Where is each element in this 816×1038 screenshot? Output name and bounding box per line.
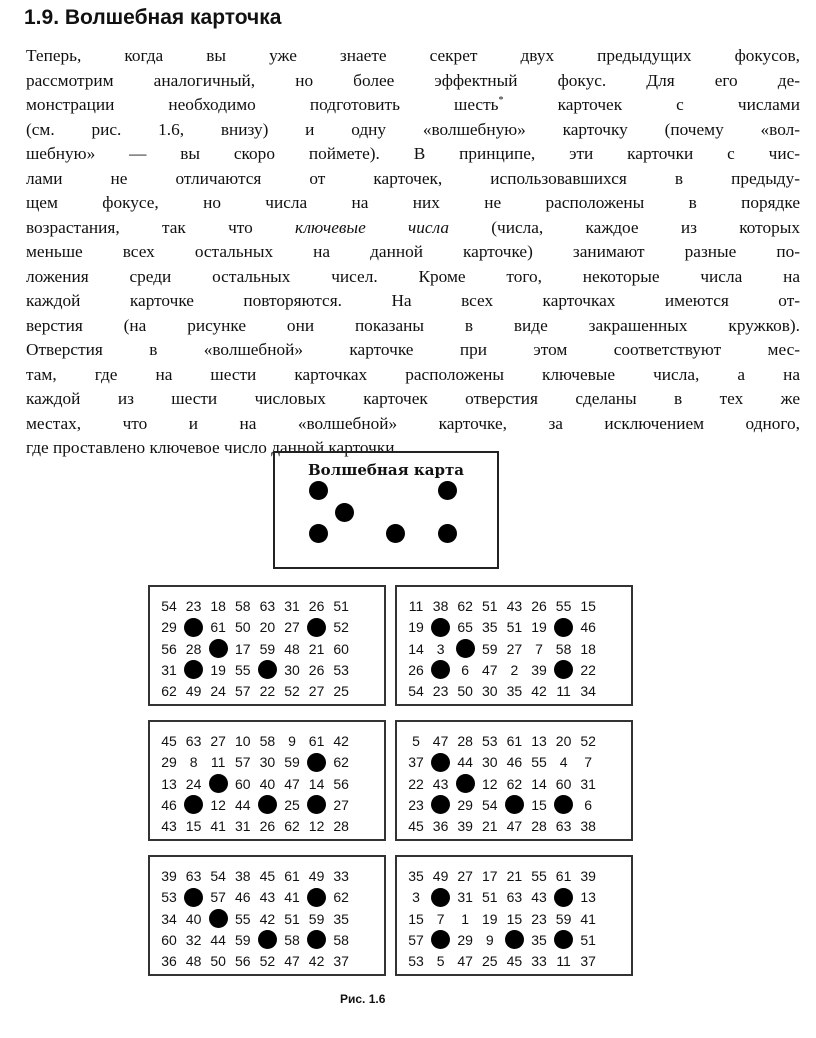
text-line [26, 412, 800, 437]
text-line [26, 118, 800, 143]
card-number: 26 [531, 598, 547, 614]
card-number: 57 [235, 683, 251, 700]
hole-icon [209, 774, 228, 793]
card-number: 3 [436, 640, 445, 657]
card-number: 62 [284, 818, 300, 835]
card-number: 63 [185, 868, 202, 884]
card-number: 15 [408, 910, 424, 927]
text-line [26, 240, 800, 265]
card-number: 41 [580, 910, 596, 927]
card-number: 46 [235, 889, 251, 906]
card-number: 13 [161, 775, 177, 792]
text-line [26, 363, 800, 388]
card-number: 2 [510, 661, 519, 678]
card-number: 35 [333, 910, 349, 927]
card-number: 41 [210, 818, 226, 835]
card-number: 27 [506, 640, 523, 657]
card-number: 39 [457, 818, 473, 835]
text-segment: (см. рис. 1.6, внизу) и одну «волшебную» карточку (почему «вол- [26, 119, 800, 139]
card-number: 60 [161, 931, 177, 948]
card-number: 39 [531, 661, 547, 678]
card-number: 23 [408, 796, 424, 813]
card-number: 30 [482, 754, 498, 771]
card-number: 29 [161, 754, 177, 771]
text-segment: карточек с числами [503, 95, 800, 114]
card-number: 38 [235, 868, 251, 884]
hole-icon [554, 660, 573, 679]
body-paragraph [26, 44, 800, 461]
card-number: 55 [531, 868, 547, 884]
card-number: 47 [284, 953, 300, 970]
card-number: 8 [189, 754, 198, 771]
card-number: 11 [556, 683, 571, 700]
card-number: 59 [235, 931, 251, 948]
card-number: 17 [482, 868, 498, 884]
hole-icon [307, 888, 326, 907]
card-number: 11 [210, 754, 226, 771]
card-number: 44 [210, 931, 226, 948]
card-number: 37 [408, 754, 424, 771]
card-number: 19 [531, 619, 547, 636]
card-number: 5 [412, 733, 420, 749]
card-number: 29 [161, 619, 177, 636]
card-number: 62 [457, 598, 473, 614]
card-number: 47 [284, 775, 300, 792]
hole-icon [258, 795, 277, 814]
card-number: 9 [485, 931, 494, 948]
card-number: 14 [531, 775, 547, 792]
card-number: 7 [535, 640, 543, 657]
card-number: 42 [259, 910, 276, 927]
card-number: 31 [284, 598, 300, 614]
card-number: 35 [531, 931, 547, 948]
card-number: 58 [235, 598, 251, 614]
hole-icon [554, 795, 573, 814]
card-number: 11 [556, 953, 571, 970]
card-number: 46 [580, 619, 596, 636]
card-number: 62 [161, 683, 177, 700]
card-number: 13 [531, 733, 547, 749]
card-number: 59 [259, 640, 276, 657]
card-number: 53 [408, 953, 424, 970]
card-number: 40 [259, 775, 276, 792]
text-segment: рассмотрим аналогичный, но более эффектный фокус. Для его де- [26, 70, 800, 90]
card-number: 55 [235, 661, 251, 678]
hole-icon [184, 618, 203, 637]
card-number: 35 [506, 683, 523, 700]
card-number: 33 [333, 868, 349, 884]
card-number: 62 [333, 754, 349, 771]
magic-card [273, 451, 499, 569]
card-number: 19 [408, 619, 424, 636]
card-number: 18 [210, 598, 226, 614]
hole-icon [456, 639, 475, 658]
card-number: 51 [333, 598, 349, 614]
card-number: 15 [580, 598, 596, 614]
card-number: 45 [259, 868, 276, 884]
card-number: 45 [506, 953, 523, 970]
card-number: 54 [482, 796, 498, 813]
card-number: 47 [457, 953, 473, 970]
card-number: 42 [308, 953, 325, 970]
card-number: 57 [210, 889, 226, 906]
card-number: 41 [284, 889, 300, 906]
card-number: 11 [408, 598, 424, 614]
card-number: 27 [210, 733, 226, 749]
card-number: 31 [457, 889, 473, 906]
card-number: 38 [432, 598, 449, 614]
card-number: 60 [235, 775, 251, 792]
card-number: 3 [412, 889, 420, 906]
card-number: 58 [284, 931, 300, 948]
hole-icon [184, 660, 203, 679]
card-number: 47 [482, 661, 498, 678]
card-number: 53 [333, 661, 349, 678]
card-number: 35 [482, 619, 498, 636]
card-number: 61 [284, 868, 300, 884]
card-number: 30 [482, 683, 498, 700]
hole-icon [307, 618, 326, 637]
card-number: 50 [235, 619, 251, 636]
card-number: 15 [185, 818, 202, 835]
hole-icon [307, 753, 326, 772]
hole-icon [431, 795, 450, 814]
card-number: 43 [259, 889, 276, 906]
card-number: 46 [506, 754, 523, 771]
card-number: 54 [408, 683, 424, 700]
card-number: 60 [333, 640, 349, 657]
text-line [26, 93, 800, 118]
card-number: 54 [210, 868, 226, 884]
hole-icon [184, 888, 203, 907]
text-segment: шебную» — вы скоро поймете). В принципе, эти карточки с чис- [26, 144, 800, 163]
card-number: 7 [436, 910, 445, 927]
hole-icon [431, 618, 450, 637]
card-number: 31 [161, 661, 177, 678]
card-number: 32 [185, 931, 202, 948]
card-number: 27 [308, 683, 325, 700]
number-card [395, 855, 633, 976]
text-segment: (числа, каждое из которых [448, 217, 800, 237]
text-segment: монстрации необходимо подготовить шесть [26, 95, 499, 114]
number-card [148, 855, 386, 976]
card-number: 21 [506, 868, 523, 884]
card-number: 65 [457, 619, 473, 636]
card-number: 12 [308, 818, 325, 835]
card-number: 49 [308, 868, 325, 884]
card-number: 27 [333, 796, 349, 813]
card-number: 28 [457, 733, 473, 749]
card-number: 45 [408, 818, 424, 835]
card-number: 15 [506, 910, 523, 927]
card-number: 56 [333, 775, 349, 792]
card-number: 50 [210, 953, 226, 970]
card-number: 47 [432, 733, 449, 749]
text-segment: местах, что и на «волшебной» карточке, за исключением одного, [26, 413, 800, 433]
text-segment: возрастания, так что [26, 217, 296, 237]
card-number: 38 [580, 818, 596, 835]
card-number: 47 [506, 818, 523, 835]
text-segment: меньше всех остальных на данной карточке) занимают разные по- [26, 242, 800, 261]
card-number: 59 [308, 910, 325, 927]
card-number: 61 [506, 733, 523, 749]
card-number: 54 [161, 598, 177, 614]
text-segment: верстия (на рисунке они показаны в виде закрашенных кружков). [26, 315, 800, 335]
hole-icon [431, 930, 450, 949]
card-number: 18 [580, 640, 596, 657]
card-number: 55 [531, 754, 547, 771]
card-number: 30 [259, 754, 276, 771]
card-number: 43 [161, 818, 177, 835]
card-number: 43 [506, 598, 523, 614]
hole-icon [554, 618, 573, 637]
card-number: 7 [584, 754, 593, 771]
card-number: 60 [555, 775, 572, 792]
hole-icon [554, 930, 573, 949]
card-number: 19 [210, 661, 226, 678]
card-number: 1 [461, 910, 470, 927]
text-line [26, 387, 800, 412]
card-number: 26 [408, 661, 424, 678]
hole-icon [335, 503, 354, 522]
card-number: 36 [432, 818, 449, 835]
card-number: 30 [284, 661, 300, 678]
card-number: 39 [161, 868, 177, 884]
card-number: 10 [235, 733, 251, 749]
card-number: 53 [482, 733, 498, 749]
hole-icon [431, 888, 450, 907]
text-segment: где проставлено ключевое число данной карточки. [26, 438, 399, 457]
card-number: 26 [259, 818, 276, 835]
card-number: 40 [185, 910, 202, 927]
card-number: 37 [333, 953, 349, 970]
hole-icon [505, 795, 524, 814]
card-number: 57 [235, 754, 251, 771]
card-number: 34 [161, 910, 177, 927]
card-number: 58 [259, 733, 276, 749]
card-number: 49 [185, 683, 202, 700]
card-number: 6 [584, 796, 593, 813]
text-segment: лами не отличаются от карточек, использовавшихся в предыду- [26, 168, 800, 188]
card-number: 52 [284, 683, 300, 700]
card-number: 19 [482, 910, 498, 927]
card-number: 26 [308, 661, 325, 678]
card-number: 5 [436, 953, 445, 970]
card-number: 36 [161, 953, 177, 970]
card-number: 43 [531, 889, 547, 906]
text-segment: каждой карточке повторяются. На всех карточках имеются от- [26, 291, 800, 310]
card-number: 59 [555, 910, 572, 927]
figure-caption: Рис. 1.6 [340, 992, 386, 1006]
card-number: 51 [506, 619, 523, 636]
text-line [26, 167, 800, 192]
card-number: 63 [259, 598, 276, 614]
hole-icon [209, 909, 228, 928]
card-number: 31 [235, 818, 251, 835]
card-number: 17 [235, 640, 251, 657]
card-number: 49 [432, 868, 449, 884]
card-number: 24 [210, 683, 226, 700]
card-number: 43 [432, 775, 449, 792]
card-number: 48 [284, 640, 300, 657]
card-number: 13 [580, 889, 596, 906]
hole-icon [438, 524, 457, 543]
card-number: 14 [308, 775, 325, 792]
card-number: 51 [580, 931, 596, 948]
hole-icon [431, 753, 450, 772]
card-number: 28 [333, 818, 349, 835]
card-number: 22 [408, 775, 424, 792]
card-number: 22 [580, 661, 596, 678]
text-segment: щем фокусе, но числа на них не расположены в порядке [26, 193, 800, 212]
card-number: 34 [580, 683, 596, 700]
hole-icon [554, 888, 573, 907]
hole-icon [309, 524, 328, 543]
text-line [26, 314, 800, 339]
card-number: 55 [235, 910, 251, 927]
card-number: 27 [457, 868, 473, 884]
card-number: 61 [210, 619, 226, 636]
card-number: 22 [259, 683, 276, 700]
card-number: 29 [457, 796, 473, 813]
card-number: 42 [333, 733, 349, 749]
card-number: 39 [580, 868, 596, 884]
text-segment: Теперь, когда вы уже знаете секрет двух предыдущих фокусов, [26, 46, 800, 65]
hole-icon [386, 524, 405, 543]
card-number: 58 [555, 640, 572, 657]
card-number: 6 [461, 661, 470, 678]
card-number: 21 [482, 818, 498, 835]
text-line [26, 265, 800, 290]
card-number: 28 [531, 818, 547, 835]
card-number: 63 [506, 889, 523, 906]
text-line [26, 69, 800, 94]
card-number: 59 [482, 640, 498, 657]
hole-icon [431, 660, 450, 679]
section-title: 1.9. Волшебная карточка [24, 6, 282, 29]
card-number: 44 [235, 796, 251, 813]
card-number: 56 [161, 640, 177, 657]
hole-icon [438, 481, 457, 500]
hole-icon [307, 795, 326, 814]
card-number: 23 [531, 910, 547, 927]
card-number: 50 [457, 683, 473, 700]
hole-icon [456, 774, 475, 793]
card-number: 25 [482, 953, 498, 970]
text-segment: ложения среди остальных чисел. Кроме того, некоторые числа на [26, 266, 800, 286]
card-number: 24 [185, 775, 202, 792]
card-number: 21 [308, 640, 325, 657]
card-number: 62 [333, 889, 349, 906]
card-number: 51 [482, 598, 498, 614]
card-number: 4 [559, 754, 568, 771]
card-number: 51 [482, 889, 498, 906]
card-number: 25 [284, 796, 300, 813]
text-line [26, 216, 800, 241]
card-number: 23 [185, 598, 202, 614]
number-card [395, 720, 633, 841]
hole-icon [307, 930, 326, 949]
number-card [395, 585, 633, 706]
card-number: 52 [580, 733, 596, 749]
card-number: 42 [531, 683, 547, 700]
card-number: 61 [308, 733, 325, 749]
text-segment: каждой из шести числовых карточек отверстия сделаны в тех же [26, 389, 800, 408]
card-number: 52 [259, 953, 276, 970]
hole-icon [505, 930, 524, 949]
card-number: 27 [284, 619, 300, 636]
text-line [26, 142, 800, 167]
card-number: 48 [185, 953, 202, 970]
text-line [26, 338, 800, 363]
card-number: 63 [185, 733, 202, 749]
card-number: 25 [333, 683, 349, 700]
card-number: 61 [555, 868, 572, 884]
card-number: 44 [457, 754, 473, 771]
text-line [26, 191, 800, 216]
card-number: 58 [333, 931, 349, 948]
magic-card-title: Волшебная карта [308, 461, 464, 479]
card-number: 9 [288, 733, 296, 749]
card-number: 31 [580, 775, 596, 792]
card-number: 63 [555, 818, 572, 835]
hole-icon [309, 481, 328, 500]
card-number: 20 [555, 733, 572, 749]
card-number: 35 [408, 868, 424, 884]
hole-icon [258, 660, 277, 679]
card-number: 45 [161, 733, 177, 749]
text-segment: Отверстия в «волшебной» карточке при этом соответствуют мес- [26, 340, 800, 359]
card-number: 56 [235, 953, 251, 970]
card-number: 12 [210, 796, 226, 813]
card-number: 53 [161, 889, 177, 906]
footnote-mark: * [498, 95, 504, 107]
text-segment: там, где на шести карточках расположены ключевые числа, а на [26, 364, 800, 384]
card-number: 28 [185, 640, 202, 657]
card-number: 51 [284, 910, 300, 927]
italic-term: ключевые числа [295, 217, 449, 237]
hole-icon [184, 795, 203, 814]
card-number: 14 [408, 640, 424, 657]
number-card [148, 585, 386, 706]
text-line [26, 289, 800, 314]
card-number: 46 [161, 796, 177, 813]
card-number: 57 [408, 931, 424, 948]
number-card [148, 720, 386, 841]
card-number: 26 [308, 598, 325, 614]
text-line [26, 44, 800, 69]
card-number: 55 [555, 598, 572, 614]
card-number: 15 [531, 796, 547, 813]
card-number: 37 [580, 953, 596, 970]
hole-icon [258, 930, 277, 949]
card-number: 12 [482, 775, 498, 792]
card-number: 52 [333, 619, 349, 636]
card-number: 59 [284, 754, 300, 771]
card-number: 29 [457, 931, 473, 948]
hole-icon [209, 639, 228, 658]
card-number: 20 [259, 619, 276, 636]
card-number: 33 [531, 953, 547, 970]
card-number: 23 [432, 683, 449, 700]
card-number: 62 [506, 775, 523, 792]
